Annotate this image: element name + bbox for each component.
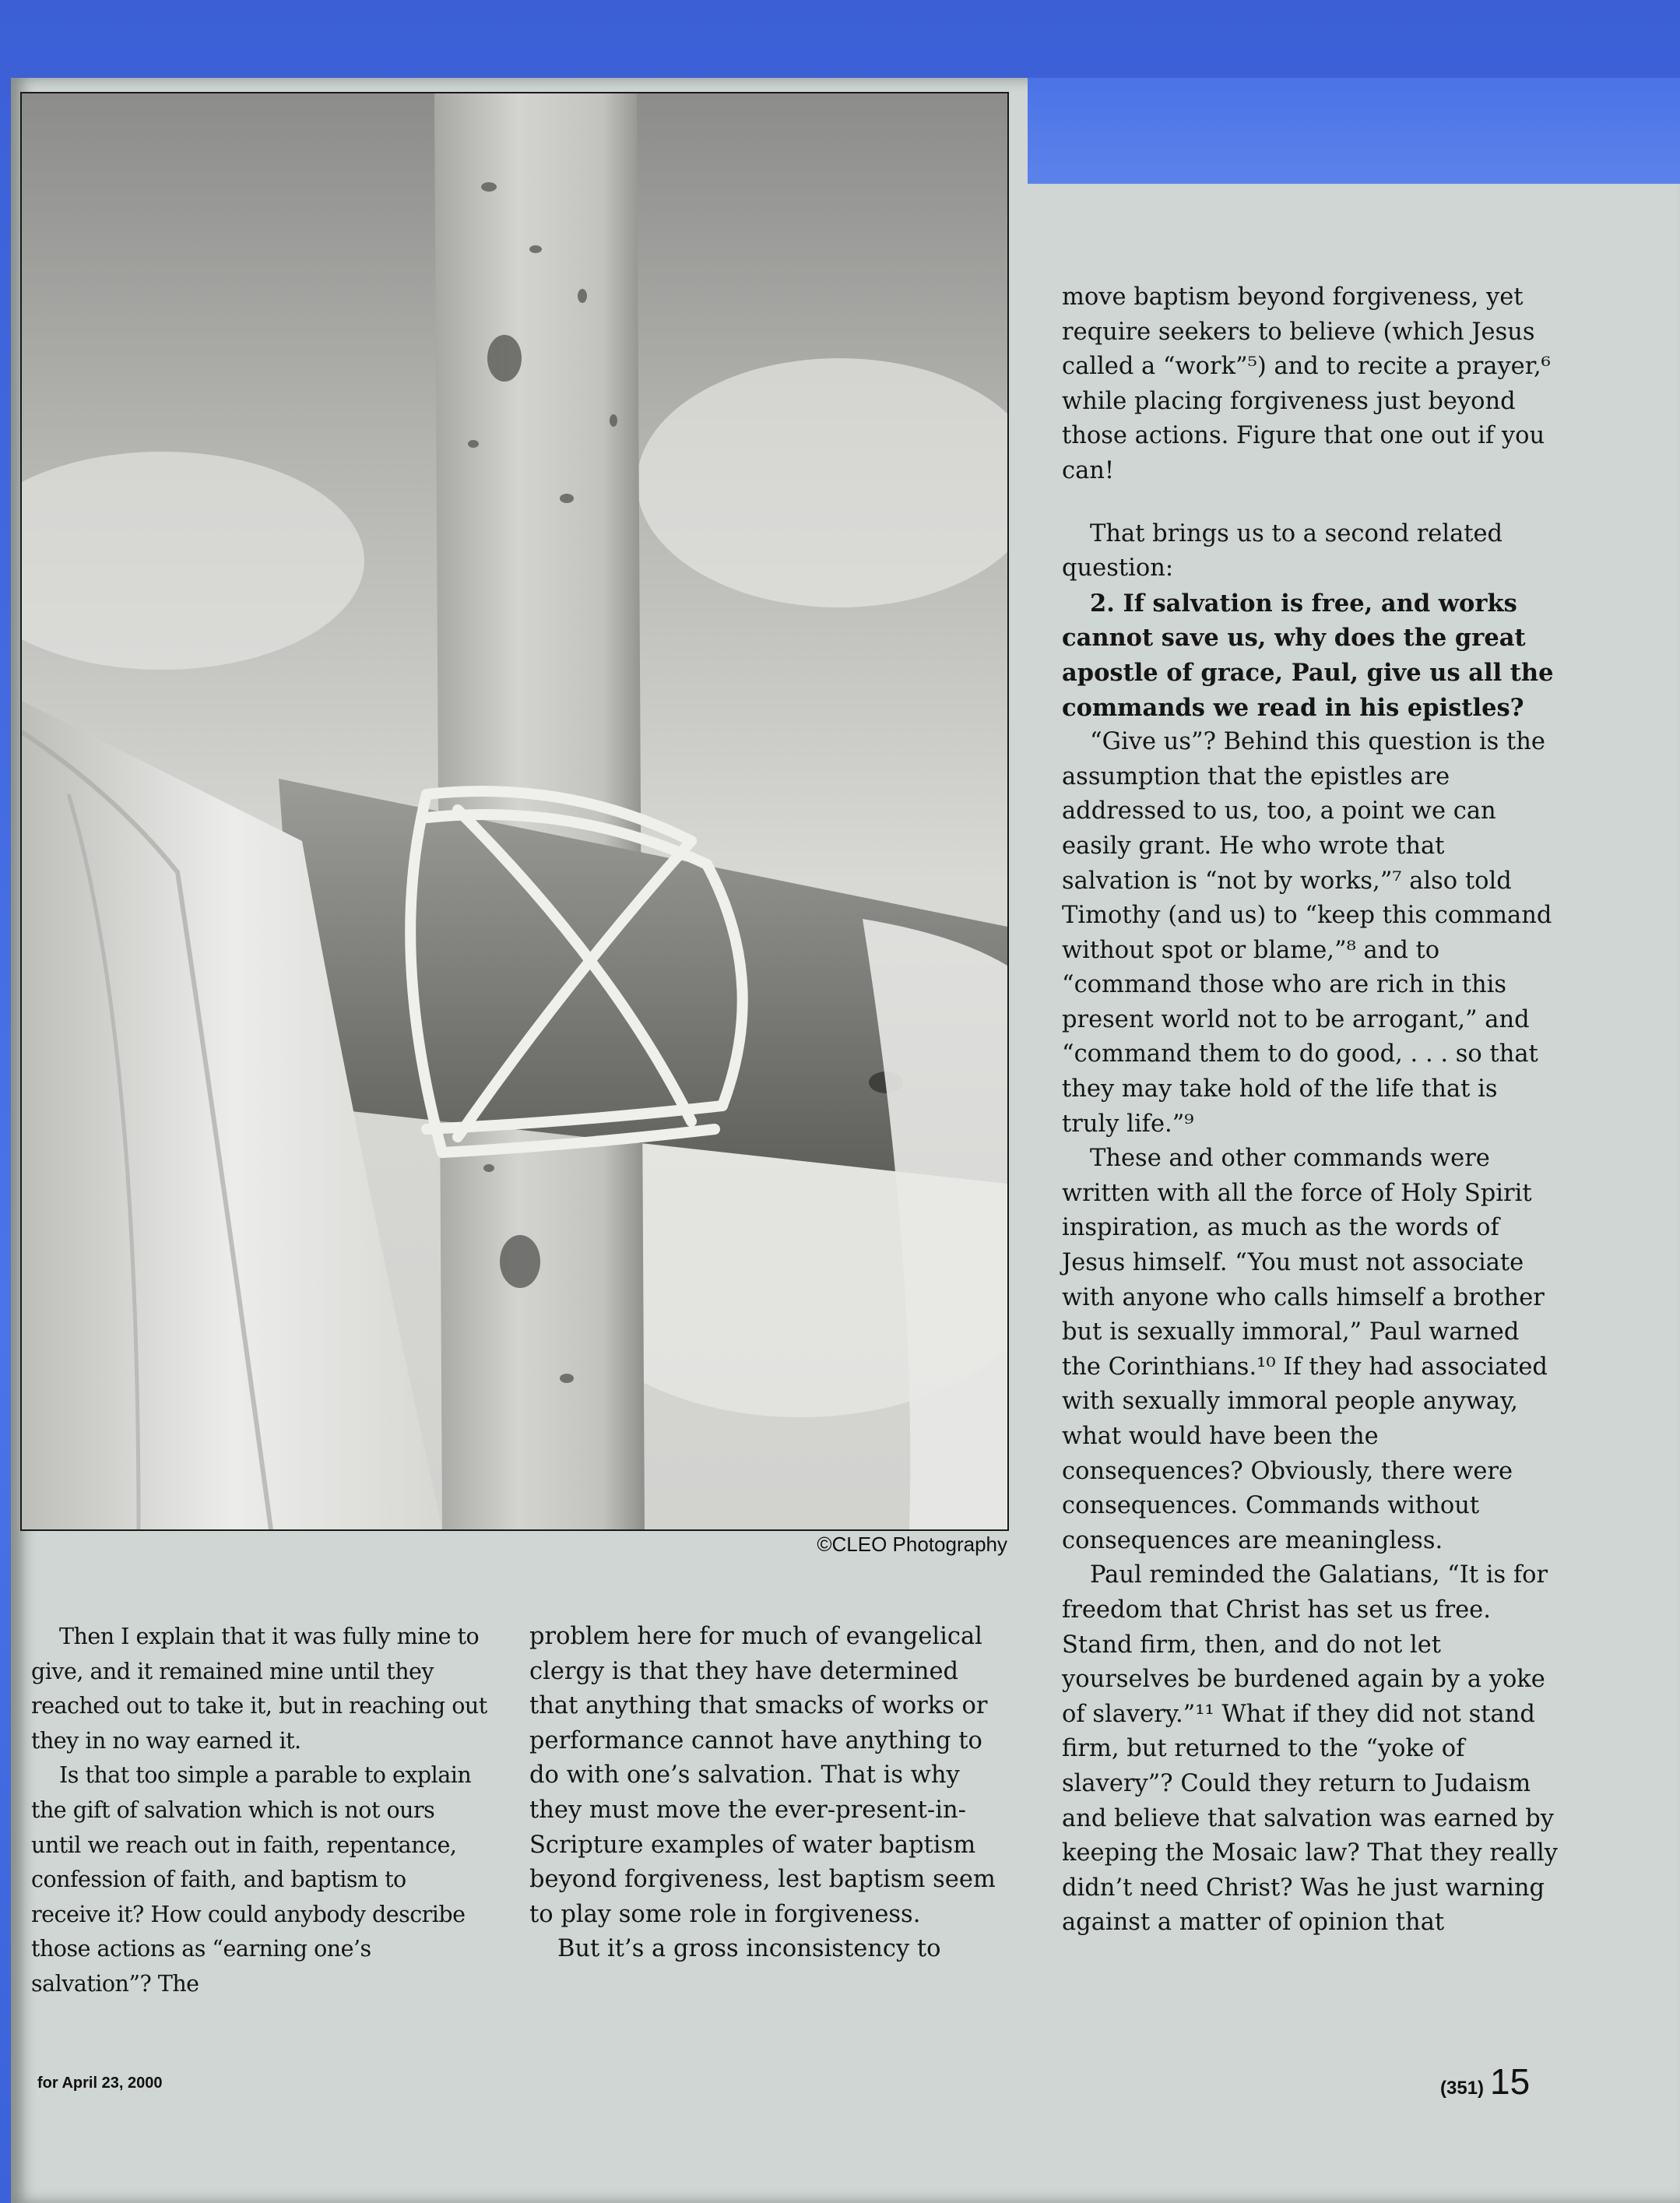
- paragraph: move baptism beyond forgiveness, yet require seekers to believe (which Jesus called a “work”⁵) and to recite a prayer,⁶ while placing forgiveness just beyond those actions. Figure that one out if you can!: [1062, 283, 1551, 484]
- page-folio: [1440, 2060, 1530, 2103]
- text-column-3: [1062, 280, 1560, 1941]
- folio-code: (351): [1440, 2078, 1485, 2099]
- paragraph: Paul reminded the Galatians, “It is for freedom that Christ has set us free. Stand firm, then, and do not let yourselves be burdened again by a yoke of slavery.”¹¹ What if they did not stand firm, but returned to the “yoke of slavery”? Could they return to Judaism and believe that salvation was earned by keeping the Mosaic law? That they really didn’t need Christ? Was he just warning against a matter of opinion that: [1062, 1561, 1558, 1937]
- paragraph: That brings us to a second related question:: [1062, 519, 1503, 582]
- paragraph: “Give us”? Behind this question is the assumption that the epistles are addressed to us, too, a point we can easily grant. He who wrote that salvation is “not by works,”⁷ also told Timothy (and us) to “keep this command without spot or blame,”⁸ and to “command those who are rich in this present world not to be arrogant,” and “command them to do good, . . . so that they may take hold of the life that is truly life.”⁹: [1062, 728, 1552, 1138]
- issue-date: for April 23, 2000: [37, 2075, 163, 2092]
- paragraph: problem here for much of evangelical clergy is that they have determined that anything that smacks of works or performance cannot have anything to do with one’s salvation. That is why they must move the ever-present-in-Scripture examples of water baptism beyond forgiveness, lest baptism seem to play some role in forgiveness.: [529, 1623, 996, 1928]
- paragraph: Is that too simple a parable to explain the gift of salvation which is not ours until we reach out in faith, repentance, confession of faith, and baptism to receive it? How could anybody describe those actions as “earning one’s salvation”? The: [31, 1762, 472, 1997]
- page-number: 15: [1490, 2061, 1531, 2102]
- page-edge-band: [1028, 78, 1680, 184]
- question-heading: 2. If salvation is free, and works cannot save us, why does the great apostle of grace, Paul, give us all the commands we read in his epistles?: [1062, 589, 1554, 722]
- photo-credit: ©CLEO Photography: [817, 1533, 1007, 1556]
- text-column-2: [529, 1620, 1012, 1967]
- cross-photo: [20, 92, 1009, 1531]
- text-column-1: [31, 1620, 490, 2002]
- cross-with-rope-and-cloth-icon: [22, 93, 1007, 1529]
- paragraph: Then I explain that it was fully mine to give, and it remained mine until they reached out to take it, but in reaching out they in no way earned it.: [31, 1624, 487, 1754]
- paragraph: But it’s a gross inconsistency to: [557, 1935, 941, 1963]
- paragraph: These and other commands were written with all the force of Holy Spirit inspiration, as much as the words of Jesus himself. “You must not associate with anyone who calls himself a brother but is sexually immoral,” Paul warned the Corinthians.¹⁰ If they had associated with sexually immoral people anyway, what would have been the consequences? Obviously, there were consequences. Commands without consequences are meaningless.: [1062, 1145, 1548, 1554]
